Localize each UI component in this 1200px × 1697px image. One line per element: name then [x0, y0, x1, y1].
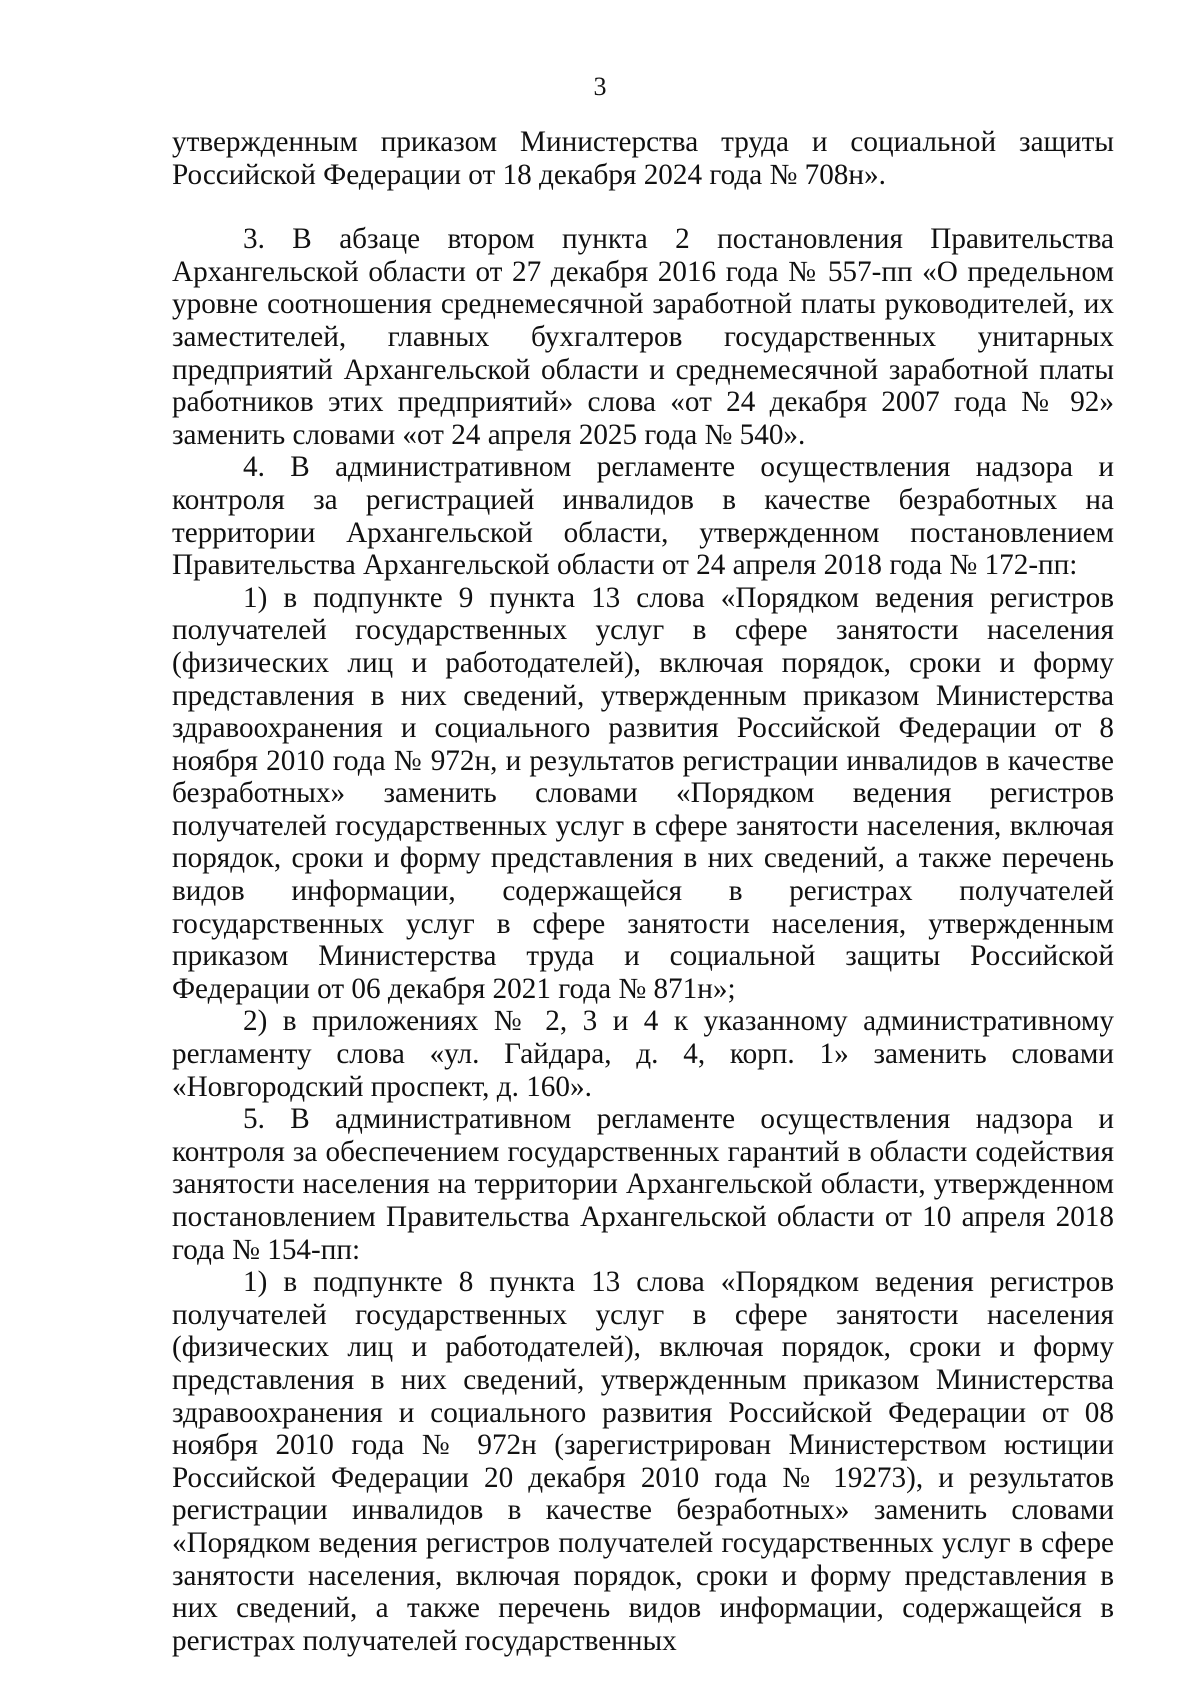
- paragraph-item-4-sub-1: 1) в подпункте 9 пункта 13 слова «Порядком ведения регистров получателей государственных услуг в сфере занятости населения (физических лиц и работодателей), включая порядок, сроки и форму представления в них сведений, утвержденным приказом Министерства здравоохранения и социального развития Российской Федерации от 8 ноября 2010 года № 972н, и результатов регистрации инвалидов в качестве безработных» заменить словами «Порядком ведения регистров получателей государственных услуг в сфере занятости населения, включая порядок, сроки и форму представления в них сведений, а также перечень видов информации, содержащейся в регистрах получателей государственных услуг в сфере занятости населения, утвержденным приказом Министерства труда и социальной защиты Российской Федерации от 06 декабря 2021 года № 871н»;: [172, 581, 1114, 1005]
- paragraph-item-5-sub-1: 1) в подпункте 8 пункта 13 слова «Порядком ведения регистров получателей государственных услуг в сфере занятости населения (физических лиц и работодателей), включая порядок, сроки и форму представления в них сведений, утвержденным приказом Министерства здравоохранения и социального развития Российской Федерации от 08 ноября 2010 года № 972н (зарегистрирован Министерством юстиции Российской Федерации 20 декабря 2010 года № 19273), и результатов регистрации инвалидов в качестве безработных» заменить словами «Порядком ведения регистров получателей государственных услуг в сфере занятости населения, включая порядок, сроки и форму представления в них сведений, а также перечень видов информации, содержащейся в регистрах получателей государственных: [172, 1266, 1114, 1657]
- document-body: [172, 126, 1114, 1657]
- page-number: 3: [593, 72, 607, 101]
- paragraph-item-4-sub-2: 2) в приложениях № 2, 3 и 4 к указанному административному регламенту слова «ул. Гайдара, д. 4, корп. 1» заменить словами «Новгородский проспект, д. 160».: [172, 1005, 1114, 1103]
- paragraph-item-4: 4. В административном регламенте осуществления надзора и контроля за регистрацией инвалидов в качестве безработных на территории Архангельской области, утвержденном постановлением Правительства Архангельской области от 24 апреля 2018 года № 172-пп:: [172, 451, 1114, 582]
- paragraph-item-3: 3. В абзаце втором пункта 2 постановления Правительства Архангельской области от 27 декабря 2016 года № 557-пп «О предельном уровне соотношения среднемесячной заработной платы руководителей, их заместителей, главных бухгалтеров государственных унитарных предприятий Архангельской области и среднемесячной заработной платы работников этих предприятий» слова «от 24 декабря 2007 года № 92» заменить словами «от 24 апреля 2025 года № 540».: [172, 223, 1114, 451]
- paragraph-continuation: утвержденным приказом Министерства труда и социальной защиты Российской Федерации от 18 декабря 2024 года № 708н».: [172, 126, 1114, 191]
- paragraph-item-5: 5. В административном регламенте осуществления надзора и контроля за обеспечением государственных гарантий в области содействия занятости населения на территории Архангельской области, утвержденном постановлением Правительства Архангельской области от 10 апреля 2018 года № 154-пп:: [172, 1103, 1114, 1266]
